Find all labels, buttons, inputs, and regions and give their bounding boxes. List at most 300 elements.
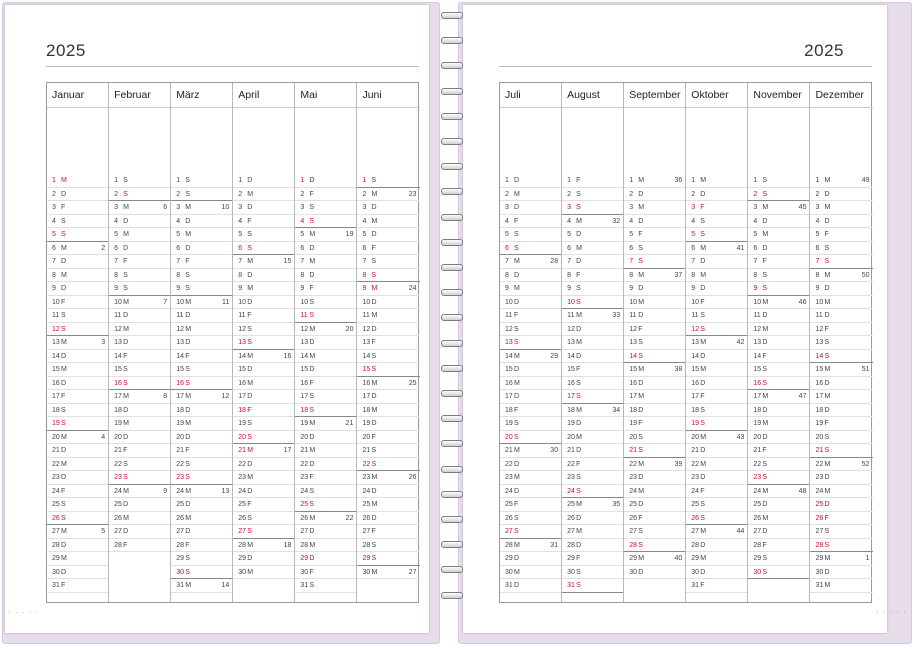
day-number: 10 [815, 298, 824, 306]
weekday-letter: M [576, 528, 582, 535]
day-number: 27 [300, 528, 309, 535]
day-row [295, 269, 356, 283]
day-row [500, 458, 561, 472]
weekday-letter: F [700, 393, 705, 400]
day-row [47, 444, 108, 458]
day-row [171, 363, 232, 377]
day-row [686, 309, 747, 323]
weekday-letter: S [61, 420, 66, 427]
day-row [109, 228, 170, 242]
month-header-rule [109, 107, 170, 108]
month-column [500, 83, 562, 602]
month-name: August [567, 89, 600, 101]
year-label-right: 2025 [804, 41, 844, 60]
weekday-letter: M [61, 177, 67, 184]
weekday-letter: M [824, 204, 831, 211]
weekday-letter: D [123, 244, 129, 252]
weekday-letter: S [247, 514, 252, 522]
day-row [357, 498, 419, 512]
binding-ring [441, 138, 463, 145]
day-number: 4 [753, 217, 758, 225]
day-number: 22 [300, 460, 309, 468]
day-row [500, 350, 561, 364]
weekday-letter: M [762, 204, 769, 211]
day-number: 26 [362, 514, 371, 522]
weekday-letter: M [824, 271, 831, 279]
day-number: 2 [815, 190, 820, 198]
day-list [810, 174, 872, 593]
day-number: 18 [176, 406, 184, 414]
week-number: 23 [408, 190, 417, 198]
day-number: 1 [567, 177, 571, 184]
day-number: 12 [691, 325, 700, 333]
day-row [233, 215, 294, 229]
day-row [500, 512, 561, 526]
day-row [295, 579, 356, 593]
weekday-letter: S [824, 433, 830, 441]
weekday-letter: D [514, 393, 520, 400]
day-number: 4 [300, 217, 305, 225]
week-number: 41 [736, 244, 745, 252]
day-number: 9 [52, 285, 56, 292]
weekday-letter: D [123, 339, 129, 346]
weekday-letter: S [371, 541, 377, 549]
day-row [624, 444, 685, 458]
day-row [500, 431, 561, 445]
day-number: 16 [567, 379, 575, 387]
day-row [500, 269, 561, 283]
weekday-letter: D [638, 406, 644, 414]
binding-ring [441, 541, 463, 548]
weekday-letter: F [576, 177, 581, 184]
weekday-letter: S [123, 366, 128, 373]
day-row [233, 242, 294, 256]
week-number: 47 [798, 393, 807, 400]
day-number: 13 [176, 339, 184, 346]
day-row [562, 255, 623, 269]
weekday-letter: S [700, 420, 705, 427]
day-row [357, 323, 419, 337]
day-number: 15 [815, 366, 824, 373]
day-number: 8 [691, 271, 696, 279]
day-row [748, 417, 809, 431]
day-number: 11 [691, 312, 699, 319]
weekday-letter: F [247, 312, 252, 319]
day-number: 25 [362, 501, 371, 508]
day-number: 1 [629, 177, 634, 184]
day-number: 14 [691, 352, 700, 360]
day-number: 19 [753, 420, 762, 427]
day-row [624, 377, 685, 391]
day-row [295, 431, 356, 445]
month-header-rule [357, 107, 419, 108]
day-row [624, 525, 685, 539]
day-row [562, 215, 623, 229]
weekday-letter: F [247, 501, 252, 508]
weekday-letter: M [61, 433, 67, 441]
day-number: 8 [362, 271, 367, 279]
day-row [109, 525, 170, 539]
weekday-letter: M [123, 204, 129, 211]
weekday-letter: D [576, 420, 582, 427]
weekday-letter: F [247, 217, 252, 225]
day-row [500, 471, 561, 485]
day-row [562, 350, 623, 364]
weekday-letter: S [576, 379, 581, 387]
day-number: 6 [52, 244, 56, 252]
day-number: 4 [691, 217, 696, 225]
weekday-letter: S [514, 244, 519, 252]
weekday-letter: S [576, 487, 581, 495]
weekday-letter: M [371, 568, 378, 576]
day-number: 13 [567, 339, 575, 346]
weekday-letter: D [123, 217, 129, 225]
weekday-letter: S [762, 366, 768, 373]
day-row [562, 296, 623, 310]
day-row [295, 215, 356, 229]
day-number: 19 [238, 420, 247, 427]
weekday-letter: M [576, 433, 582, 441]
day-row [686, 242, 747, 256]
weekday-letter: D [123, 433, 129, 441]
weekday-letter: M [576, 501, 582, 508]
day-row [109, 498, 170, 512]
day-row [500, 228, 561, 242]
day-row [295, 471, 356, 485]
day-number: 24 [629, 487, 637, 495]
day-row [624, 269, 685, 283]
weekday-letter: M [123, 325, 129, 333]
day-row [562, 282, 623, 296]
weekday-letter: F [576, 460, 581, 468]
day-number: 31 [505, 582, 513, 589]
day-number: 8 [52, 271, 56, 279]
month-name: Juli [505, 89, 521, 101]
day-number: 30 [505, 568, 513, 576]
day-number: 15 [362, 366, 371, 373]
weekday-letter: D [824, 285, 830, 292]
day-row [233, 390, 294, 404]
day-row [624, 471, 685, 485]
day-number: 4 [176, 217, 181, 225]
day-number: 5 [52, 231, 56, 238]
day-row [171, 377, 232, 391]
weekday-letter: D [309, 555, 315, 562]
day-number: 15 [238, 366, 247, 373]
weekday-letter: S [371, 352, 377, 360]
day-row [686, 498, 747, 512]
weekday-letter: M [61, 460, 67, 468]
day-row [748, 282, 809, 296]
day-row [686, 323, 747, 337]
day-number: 17 [815, 393, 824, 400]
weekday-letter: D [700, 258, 706, 265]
day-number: 16 [52, 379, 60, 387]
week-number: 13 [221, 487, 230, 495]
weekday-letter: S [700, 501, 705, 508]
day-number: 21 [567, 447, 575, 454]
day-row [295, 296, 356, 310]
day-row [109, 471, 170, 485]
binding-ring [441, 62, 463, 69]
day-number: 5 [753, 231, 758, 238]
weekday-letter: F [824, 420, 829, 427]
binding-ring [441, 314, 463, 321]
day-number: 5 [300, 231, 305, 238]
day-number: 23 [629, 474, 637, 481]
day-row [295, 390, 356, 404]
weekday-letter: D [514, 298, 520, 306]
day-number: 22 [52, 460, 60, 468]
day-row [171, 188, 232, 202]
day-list [500, 174, 561, 593]
day-row [562, 552, 623, 566]
weekday-letter: D [247, 555, 253, 562]
weekday-letter: M [762, 325, 769, 333]
weekday-letter: D [309, 244, 315, 252]
day-list [686, 174, 747, 593]
day-number: 11 [300, 312, 308, 319]
day-row [748, 174, 809, 188]
day-row [810, 201, 872, 215]
weekday-letter: D [638, 568, 644, 576]
weekday-letter: D [514, 487, 520, 495]
day-row [686, 512, 747, 526]
weekday-letter: M [700, 366, 707, 373]
day-row [171, 444, 232, 458]
day-row [295, 525, 356, 539]
day-row [748, 552, 809, 566]
weekday-letter: M [247, 379, 254, 387]
weekday-letter: S [247, 420, 252, 427]
weekday-letter: F [309, 285, 314, 292]
day-number: 22 [362, 460, 371, 468]
week-number: 1 [865, 555, 870, 562]
weekday-letter: D [576, 325, 582, 333]
day-row [295, 336, 356, 350]
day-row [233, 282, 294, 296]
weekday-letter: D [185, 528, 191, 535]
month-column [624, 83, 686, 602]
day-number: 12 [52, 325, 60, 333]
day-number: 23 [238, 474, 247, 481]
binding-ring [441, 113, 463, 120]
day-number: 16 [114, 379, 122, 387]
day-list [562, 174, 623, 593]
day-number: 8 [505, 271, 509, 279]
day-row [357, 174, 419, 188]
day-row [562, 458, 623, 472]
weekday-letter: M [638, 393, 645, 400]
day-number: 12 [629, 325, 637, 333]
day-row [171, 296, 232, 310]
day-row [295, 188, 356, 202]
day-row [171, 201, 232, 215]
binding-ring [441, 365, 463, 372]
day-row [233, 363, 294, 377]
weekday-letter: D [514, 555, 520, 562]
day-number: 7 [362, 258, 367, 265]
day-number: 1 [815, 177, 820, 184]
day-row [109, 350, 170, 364]
day-row [47, 174, 108, 188]
day-number: 19 [691, 420, 700, 427]
day-number: 3 [629, 204, 634, 211]
day-number: 24 [52, 487, 60, 495]
weekday-letter: S [371, 555, 377, 562]
corner-stitch-left: · · · · · [8, 608, 40, 617]
weekday-letter: S [247, 433, 252, 441]
day-row [748, 471, 809, 485]
header-rule-left [46, 66, 419, 67]
weekday-letter: M [824, 582, 831, 589]
week-number: 45 [798, 204, 807, 211]
day-row [357, 431, 419, 445]
day-number: 15 [114, 366, 122, 373]
weekday-letter: F [824, 325, 829, 333]
month-column [810, 83, 872, 602]
weekday-letter: S [514, 339, 519, 346]
weekday-letter: F [371, 244, 376, 252]
day-number: 27 [238, 528, 247, 535]
month-column [562, 83, 624, 602]
day-row [810, 579, 872, 593]
weekday-letter: M [824, 460, 831, 468]
day-row [47, 512, 108, 526]
weekday-letter: M [700, 271, 707, 279]
day-number: 17 [629, 393, 637, 400]
weekday-letter: M [123, 420, 129, 427]
day-row [748, 228, 809, 242]
weekday-letter: D [371, 514, 377, 522]
day-row [562, 431, 623, 445]
weekday-letter: D [762, 244, 768, 252]
day-row [748, 539, 809, 553]
weekday-letter: S [514, 528, 519, 535]
day-number: 22 [629, 460, 637, 468]
day-number: 19 [505, 420, 513, 427]
week-number: 48 [798, 487, 807, 495]
binding-ring [441, 239, 463, 246]
day-number: 21 [629, 447, 637, 454]
weekday-letter: S [309, 312, 315, 319]
weekday-letter: M [185, 420, 192, 427]
weekday-letter: M [185, 325, 192, 333]
day-row [109, 242, 170, 256]
day-row [47, 282, 108, 296]
day-row [109, 296, 170, 310]
day-row [748, 309, 809, 323]
weekday-letter: D [309, 366, 315, 373]
month-name: März [176, 89, 200, 101]
day-row [810, 174, 872, 188]
day-number: 23 [691, 474, 700, 481]
weekday-letter: S [514, 514, 519, 522]
day-row [500, 215, 561, 229]
day-row [624, 336, 685, 350]
week-number: 35 [612, 501, 621, 508]
weekday-letter: S [123, 379, 128, 387]
day-number: 30 [52, 568, 60, 576]
day-number: 4 [629, 217, 634, 225]
day-number: 6 [629, 244, 634, 252]
weekday-letter: S [824, 352, 830, 360]
day-number: 14 [505, 352, 513, 360]
weekday-letter: D [638, 312, 644, 319]
week-number: 6 [163, 204, 168, 211]
weekday-letter: M [247, 352, 254, 360]
day-number: 13 [300, 339, 309, 346]
week-number: 43 [736, 433, 745, 441]
week-number: 4 [101, 433, 106, 441]
day-number: 20 [505, 433, 513, 441]
weekday-letter: D [762, 312, 768, 319]
weekday-letter: D [700, 447, 706, 454]
weekday-letter: D [123, 406, 129, 414]
weekday-letter: M [514, 258, 520, 265]
day-number: 12 [300, 325, 309, 333]
day-row [810, 471, 872, 485]
day-row [47, 404, 108, 418]
weekday-letter: S [371, 460, 377, 468]
day-row [171, 336, 232, 350]
day-row [686, 566, 747, 580]
day-number: 12 [176, 325, 184, 333]
day-row [748, 485, 809, 499]
day-row [562, 498, 623, 512]
weekday-letter: D [824, 568, 830, 576]
day-number: 18 [815, 406, 824, 414]
day-number: 7 [52, 258, 56, 265]
weekday-letter: F [371, 339, 376, 346]
weekday-letter: S [247, 231, 252, 238]
day-row [171, 228, 232, 242]
weekday-letter: D [185, 501, 191, 508]
day-row [624, 539, 685, 553]
weekday-letter: S [638, 339, 643, 346]
weekday-letter: S [638, 258, 643, 265]
day-number: 27 [753, 528, 762, 535]
day-row [357, 458, 419, 472]
day-number: 23 [362, 474, 371, 481]
month-column [171, 83, 233, 602]
day-row [47, 485, 108, 499]
weekday-letter: D [371, 298, 377, 306]
day-row [295, 404, 356, 418]
weekday-letter: D [309, 177, 315, 184]
day-number: 5 [567, 231, 571, 238]
weekday-letter: S [700, 312, 705, 319]
weekday-letter: M [185, 582, 192, 589]
day-row [500, 404, 561, 418]
weekday-letter: S [638, 541, 643, 549]
day-row [686, 390, 747, 404]
day-number: 29 [300, 555, 309, 562]
week-number: 28 [550, 258, 559, 265]
day-number: 22 [691, 460, 700, 468]
day-number: 27 [505, 528, 513, 535]
day-row [810, 255, 872, 269]
week-number: 7 [163, 298, 168, 306]
day-row [295, 485, 356, 499]
weekday-letter: M [824, 487, 831, 495]
weekday-letter: D [185, 217, 191, 225]
day-number: 24 [753, 487, 762, 495]
month-column [357, 83, 419, 602]
day-row [810, 363, 872, 377]
day-number: 26 [629, 514, 637, 522]
day-row [295, 309, 356, 323]
